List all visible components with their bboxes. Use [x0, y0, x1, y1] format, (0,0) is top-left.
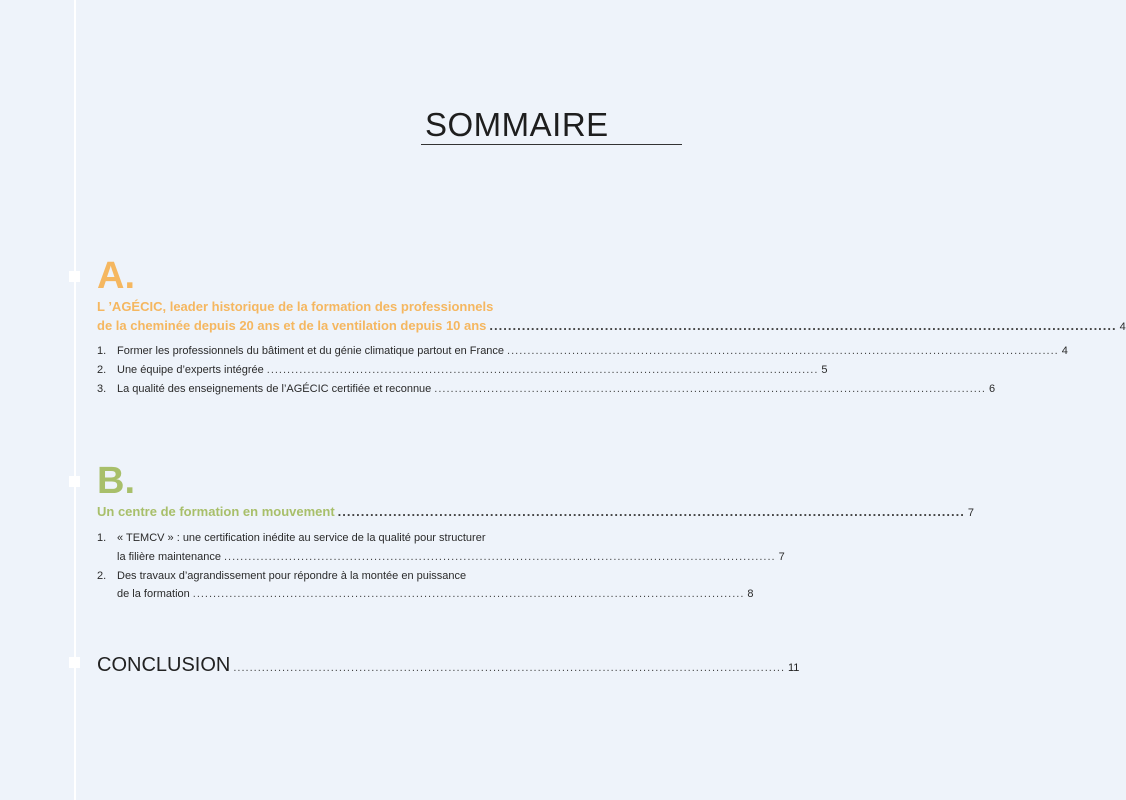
item-text: la filière maintenance: [117, 551, 221, 563]
section-a-bullet: [69, 271, 80, 282]
section-a-heading-line1: L ’AGÉCIC, leader historique de la formation des professionnels: [97, 299, 494, 314]
item-page: 8: [747, 588, 754, 600]
section-b-item-1-line1[interactable]: [97, 532, 485, 545]
dot-leader: ........................................................................................................................................: [489, 318, 1117, 333]
conclusion-row[interactable]: [97, 654, 800, 679]
item-number: 1.: [97, 532, 107, 544]
dot-leader: ........................................................................................................................................: [192, 588, 745, 600]
section-a-page: 4: [1119, 321, 1126, 333]
item-number: 1.: [97, 345, 107, 357]
item-page: 5: [821, 364, 828, 376]
title-underline: [421, 144, 682, 145]
item-number: 3.: [97, 383, 107, 395]
conclusion-page: 11: [788, 662, 800, 674]
section-b-item-2-line1[interactable]: [97, 570, 466, 583]
section-b-item-1-line2[interactable]: [97, 551, 785, 564]
section-b-heading: Un centre de formation en mouvement: [97, 504, 335, 519]
item-page: 4: [1061, 345, 1068, 357]
section-b-letter: B.: [97, 460, 135, 502]
section-b-item-2-line2[interactable]: [97, 588, 754, 601]
section-a-heading-row[interactable]: [97, 318, 1126, 335]
section-a-item-2[interactable]: [97, 364, 828, 377]
vertical-guide-line: [74, 0, 76, 800]
dot-leader: ........................................................................................................................................: [233, 662, 785, 674]
dot-leader: ........................................................................................................................................: [223, 551, 776, 563]
item-text: « TEMCV » : une certification inédite au service de la qualité pour structurer: [117, 532, 486, 544]
section-b-bullet: [69, 476, 80, 487]
section-a-item-3[interactable]: [97, 383, 996, 396]
item-page: 6: [988, 383, 996, 395]
item-text: Une équipe d’experts intégrée: [117, 364, 264, 376]
conclusion-label: CONCLUSION: [97, 654, 231, 676]
section-b-heading-row[interactable]: [97, 504, 974, 521]
item-text: de la formation: [117, 588, 190, 600]
item-number: 2.: [97, 364, 107, 376]
dot-leader: ........................................................................................................................................: [266, 364, 819, 376]
dot-leader: ........................................................................................................................................: [507, 345, 1059, 357]
item-page: 7: [778, 551, 785, 563]
dot-leader: ........................................................................................................................................: [434, 383, 986, 395]
section-a-letter: A.: [97, 255, 135, 297]
conclusion-bullet: [69, 657, 80, 668]
item-text: Des travaux d’agrandissement pour répondre à la montée en puissance: [117, 570, 467, 582]
section-a-item-1[interactable]: [97, 345, 1068, 358]
item-number: 2.: [97, 570, 107, 582]
item-text: Former les professionnels du bâtiment et du génie climatique partout en France: [117, 345, 505, 357]
page-title: SOMMAIRE: [425, 106, 609, 143]
item-text: La qualité des enseignements de l’AGÉCIC certifiée et reconnue: [117, 383, 432, 395]
dot-leader: ........................................................................................................................................: [337, 504, 965, 519]
section-a-heading-line2: de la cheminée depuis 20 ans et de la ventilation depuis 10 ans: [97, 318, 487, 333]
section-b-page: 7: [967, 507, 974, 519]
